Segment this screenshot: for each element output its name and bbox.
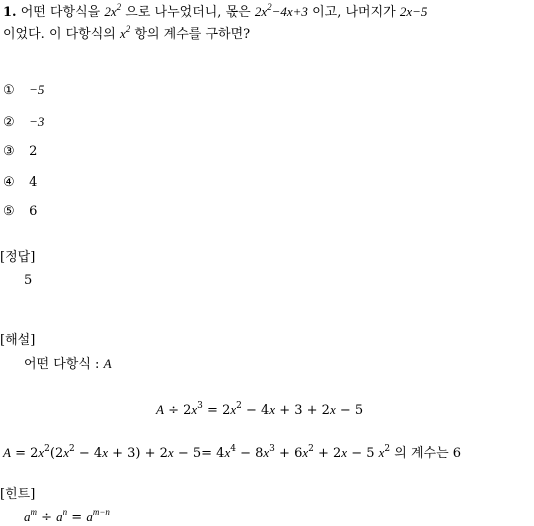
question-text-c: 이고, 나머지가 <box>312 5 396 20</box>
hint-formula: $a^m \div a^n = a^{m-n}$ <box>24 507 110 525</box>
choice-2[interactable] <box>3 114 44 131</box>
explanation-var-a: A <box>103 356 112 371</box>
choice-4-mark: ④ <box>3 175 15 190</box>
choice-1-value: −5 <box>29 82 45 97</box>
choice-1[interactable] <box>3 82 44 99</box>
explanation-equation-2: $A = 2x^2(2x^2 - 4x + 3) + 2x - 5= 4x^4 - 8x^3 + 6x^2 + 2x - 5$ $x^2$ 의 계수는 6 <box>3 444 462 461</box>
math-x-squared: $x^2$ <box>120 24 131 41</box>
explanation-result: 의 계수는 6 <box>394 446 462 461</box>
choice-2-value: −3 <box>29 114 45 129</box>
explanation-label: [해설] <box>0 333 36 348</box>
choice-3-mark: ③ <box>3 144 15 159</box>
math-quotient: $2x^2-4x+3$ <box>254 2 308 19</box>
math-remainder: 2x−5 <box>399 4 428 19</box>
question-number: 1. <box>3 5 17 20</box>
answer-label: [정답] <box>0 250 36 265</box>
explanation-text-1: 어떤 다항식 : <box>24 357 100 372</box>
math-divisor: $2x^2$ <box>104 2 122 19</box>
explanation-equation-1: $A \div 2x^3 = 2x^2 - 4x + 3 + 2x - 5$ <box>156 401 364 418</box>
explanation-line-1 <box>24 356 112 373</box>
answer-value: 5 <box>24 273 33 288</box>
choice-5-value: 6 <box>29 204 38 219</box>
choice-3-value: 2 <box>29 144 38 159</box>
choice-4-value: 4 <box>29 175 38 190</box>
choice-5[interactable] <box>3 204 37 220</box>
question-line-1 <box>3 4 427 21</box>
question-text-d: 이었다. 이 다항식의 <box>3 27 116 42</box>
choice-5-mark: ⑤ <box>3 204 15 219</box>
question-line-2 <box>3 26 250 43</box>
question-text-b: 으로 나누었더니, 몫은 <box>125 5 251 20</box>
hint-label: [힌트] <box>0 487 36 502</box>
choice-2-mark: ② <box>3 115 15 130</box>
choice-3[interactable] <box>3 144 37 160</box>
question-text-a: 어떤 다항식을 <box>20 5 101 20</box>
question-text-e: 항의 계수를 구하면? <box>134 27 251 42</box>
choice-4[interactable] <box>3 175 37 191</box>
choice-1-mark: ① <box>3 83 15 98</box>
